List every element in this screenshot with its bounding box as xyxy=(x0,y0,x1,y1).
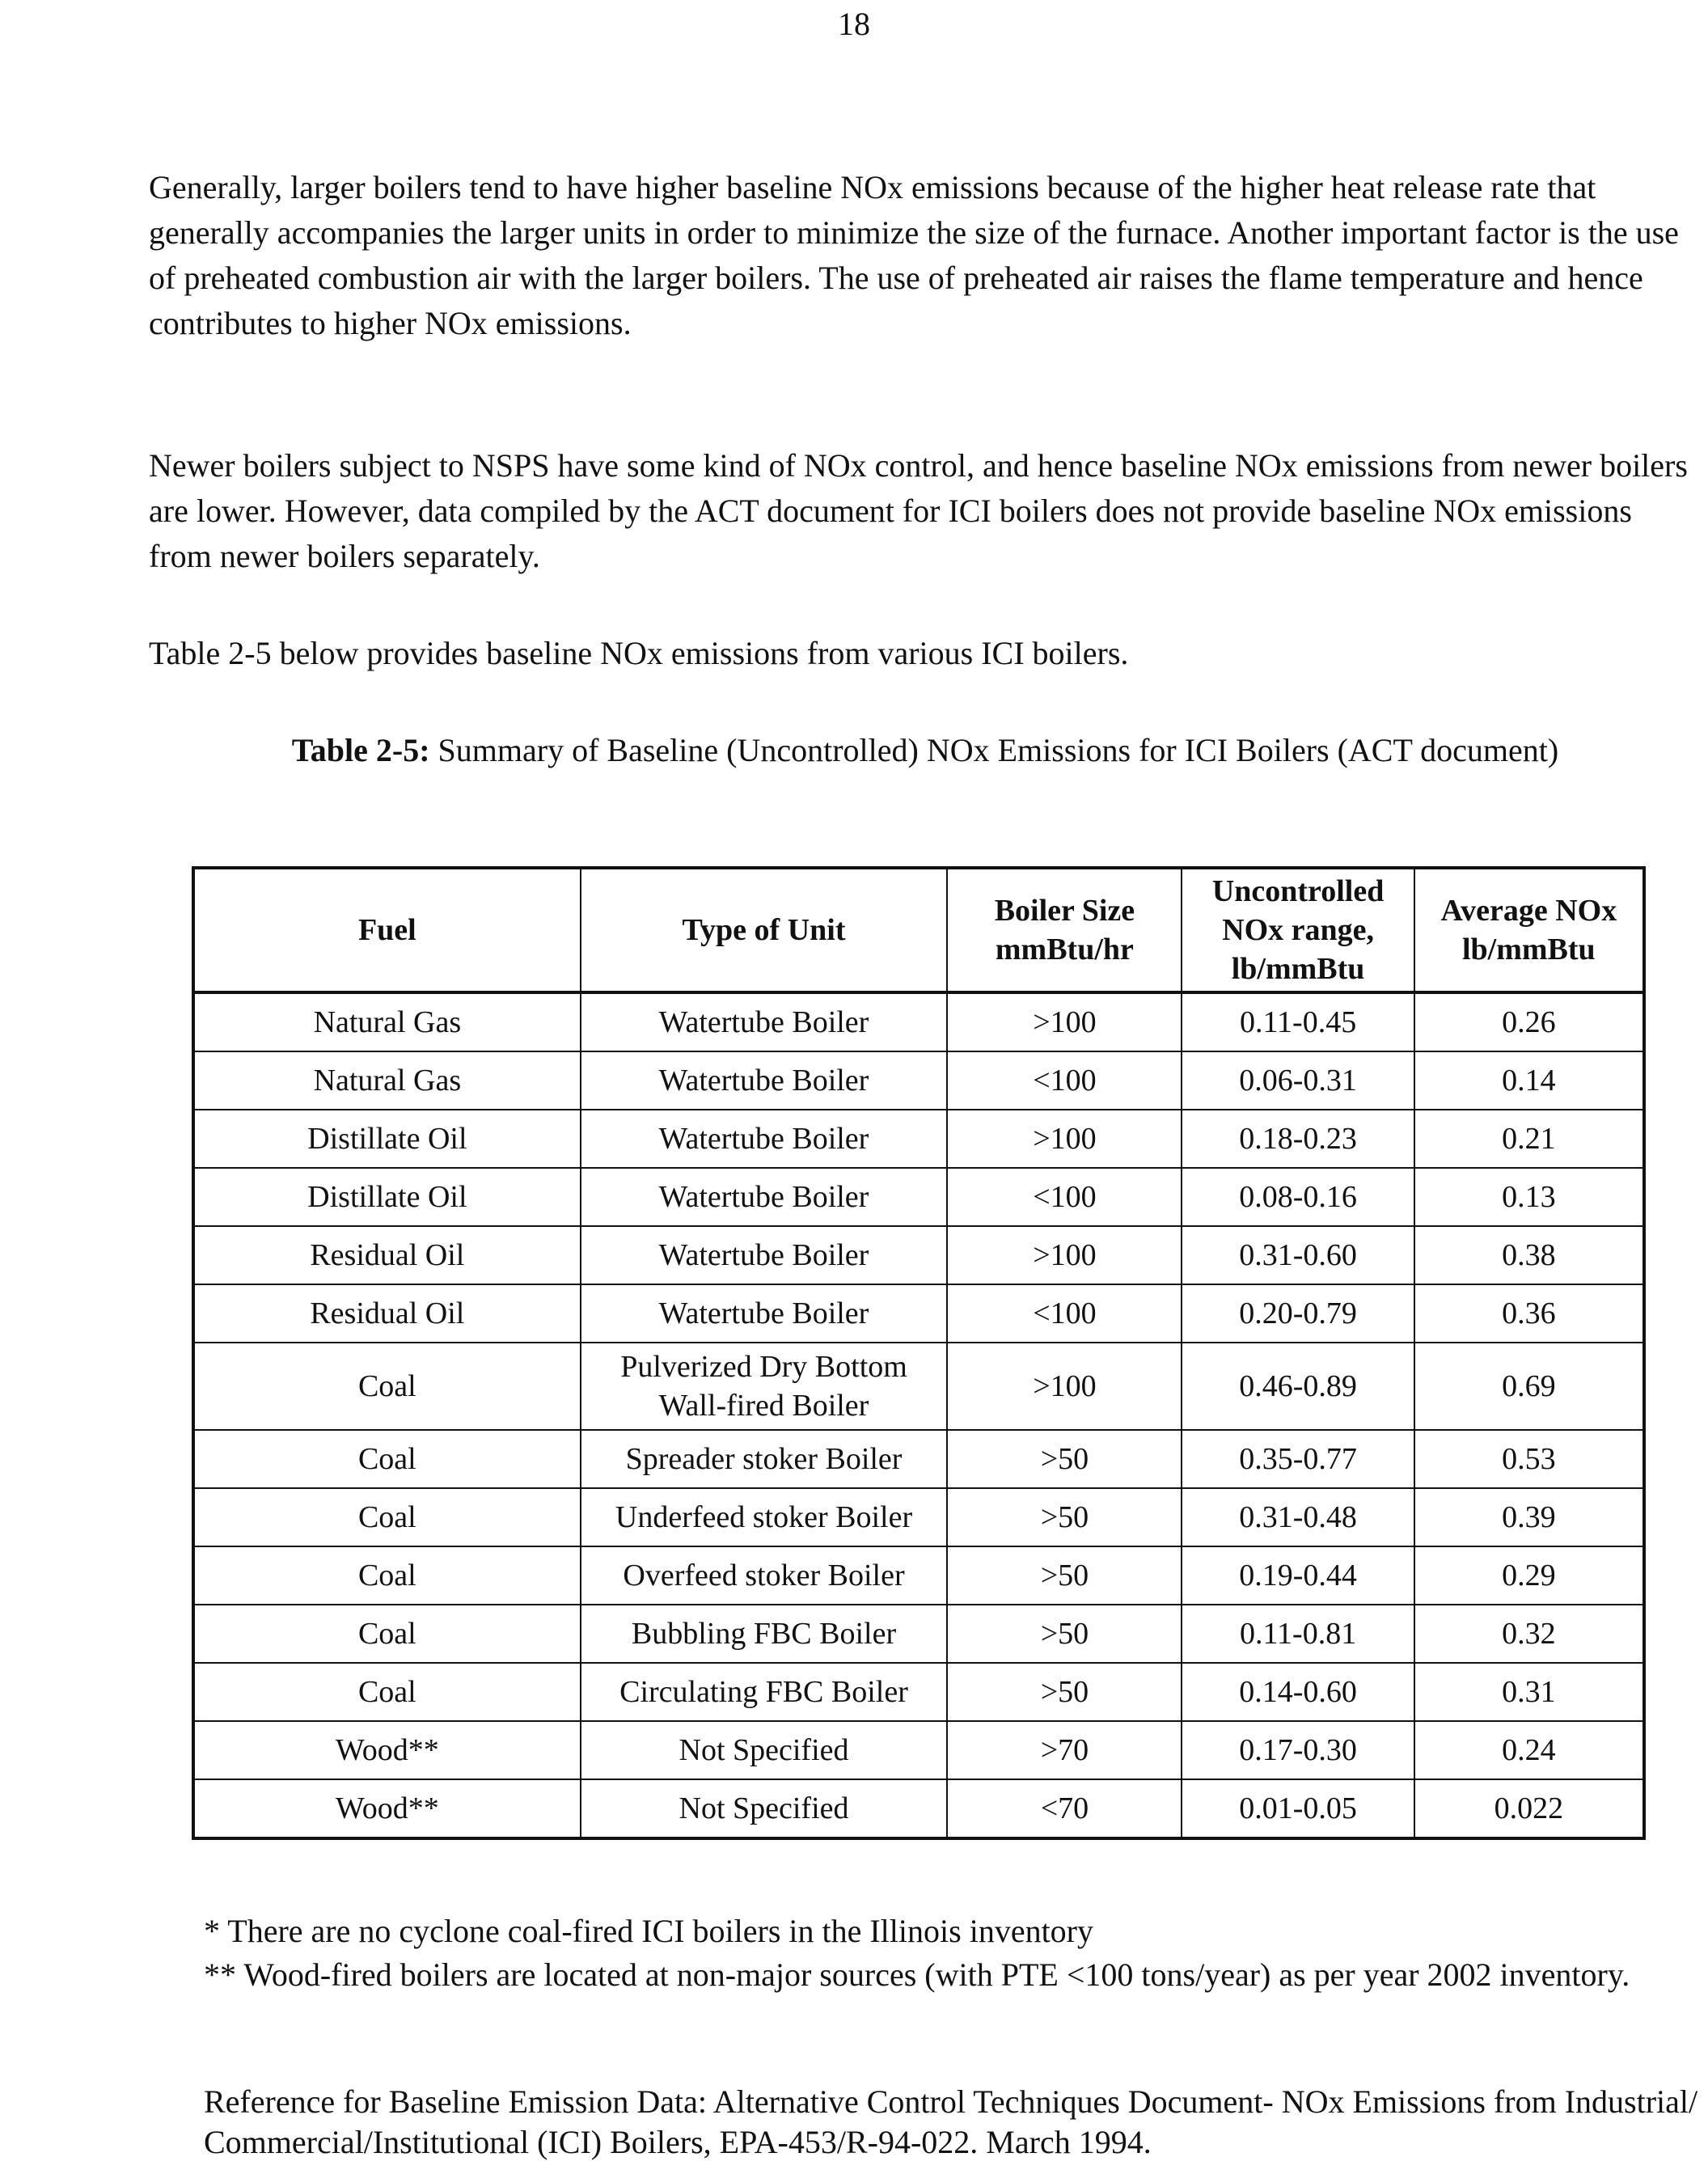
cell-type: Overfeed stoker Boiler xyxy=(581,1546,948,1605)
cell-size: <70 xyxy=(947,1779,1182,1838)
header-fuel: Fuel xyxy=(193,868,581,992)
cell-fuel: Natural Gas xyxy=(193,992,581,1051)
cell-type: Watertube Boiler xyxy=(581,1284,948,1343)
table-caption xyxy=(149,728,1702,773)
table-row xyxy=(193,992,1644,1051)
cell-fuel: Residual Oil xyxy=(193,1284,581,1343)
cell-fuel: Coal xyxy=(193,1343,581,1430)
cell-size: >70 xyxy=(947,1721,1182,1779)
cell-range: 0.20-0.79 xyxy=(1182,1284,1414,1343)
cell-range: 0.11-0.45 xyxy=(1182,992,1414,1051)
cell-range: 0.17-0.30 xyxy=(1182,1721,1414,1779)
table-row xyxy=(193,1546,1644,1605)
cell-average: 0.14 xyxy=(1414,1051,1644,1110)
cell-range: 0.01-0.05 xyxy=(1182,1779,1414,1838)
footnote-cyclone: * There are no cyclone coal-fired ICI boilers in the Illinois inventory xyxy=(204,1913,1093,1949)
cell-fuel: Natural Gas xyxy=(193,1051,581,1110)
cell-type: Bubbling FBC Boiler xyxy=(581,1605,948,1663)
cell-type: Spreader stoker Boiler xyxy=(581,1430,948,1488)
table-row xyxy=(193,1110,1644,1168)
table-caption-text: Summary of Baseline (Uncontrolled) NOx Emissions for ICI Boilers (ACT document) xyxy=(438,732,1559,768)
table-row xyxy=(193,1343,1644,1430)
cell-average: 0.38 xyxy=(1414,1226,1644,1284)
cell-average: 0.32 xyxy=(1414,1605,1644,1663)
cell-range: 0.06-0.31 xyxy=(1182,1051,1414,1110)
cell-size: >50 xyxy=(947,1605,1182,1663)
cell-size: >50 xyxy=(947,1488,1182,1546)
cell-type: Not Specified xyxy=(581,1721,948,1779)
cell-size: <100 xyxy=(947,1051,1182,1110)
cell-average: 0.69 xyxy=(1414,1343,1644,1430)
cell-range: 0.11-0.81 xyxy=(1182,1605,1414,1663)
table-row xyxy=(193,1605,1644,1663)
cell-type: Watertube Boiler xyxy=(581,1110,948,1168)
cell-fuel: Residual Oil xyxy=(193,1226,581,1284)
cell-average: 0.29 xyxy=(1414,1546,1644,1605)
cell-fuel: Wood** xyxy=(193,1779,581,1838)
cell-size: <100 xyxy=(947,1284,1182,1343)
cell-size: >100 xyxy=(947,992,1182,1051)
cell-type: Not Specified xyxy=(581,1779,948,1838)
cell-range: 0.14-0.60 xyxy=(1182,1663,1414,1721)
table-caption-label: Table 2-5: xyxy=(291,732,430,768)
cell-range: 0.31-0.60 xyxy=(1182,1226,1414,1284)
cell-size: <100 xyxy=(947,1168,1182,1226)
cell-average: 0.022 xyxy=(1414,1779,1644,1838)
cell-range: 0.31-0.48 xyxy=(1182,1488,1414,1546)
cell-average: 0.39 xyxy=(1414,1488,1644,1546)
cell-fuel: Coal xyxy=(193,1430,581,1488)
cell-range: 0.18-0.23 xyxy=(1182,1110,1414,1168)
header-boiler-size: Boiler Size mmBtu/hr xyxy=(947,868,1182,992)
cell-fuel: Coal xyxy=(193,1488,581,1546)
cell-fuel: Coal xyxy=(193,1546,581,1605)
page-number: 18 xyxy=(838,6,870,42)
paragraph-newer-boilers: Newer boilers subject to NSPS have some kind of NOx control, and hence baseline NOx emissions from newer boilers are lower. However, data compiled by the ACT document for ICI boilers does not provide baseline NOx emissions from newer boilers separately. xyxy=(149,447,1688,574)
cell-fuel: Distillate Oil xyxy=(193,1110,581,1168)
cell-average: 0.21 xyxy=(1414,1110,1644,1168)
cell-size: >100 xyxy=(947,1110,1182,1168)
cell-size: >50 xyxy=(947,1430,1182,1488)
cell-fuel: Distillate Oil xyxy=(193,1168,581,1226)
header-average-nox: Average NOx lb/mmBtu xyxy=(1414,868,1644,992)
cell-average: 0.31 xyxy=(1414,1663,1644,1721)
cell-average: 0.26 xyxy=(1414,992,1644,1051)
cell-type: Circulating FBC Boiler xyxy=(581,1663,948,1721)
table-row xyxy=(193,1488,1644,1546)
cell-fuel: Coal xyxy=(193,1605,581,1663)
cell-range: 0.19-0.44 xyxy=(1182,1546,1414,1605)
cell-average: 0.53 xyxy=(1414,1430,1644,1488)
footnote-wood: ** Wood-fired boilers are located at non-major sources (with PTE <100 tons/year) as per year 2002 inventory. xyxy=(204,1956,1630,1993)
cell-type: Watertube Boiler xyxy=(581,1226,948,1284)
cell-type: Watertube Boiler xyxy=(581,992,948,1051)
cell-average: 0.13 xyxy=(1414,1168,1644,1226)
cell-average: 0.36 xyxy=(1414,1284,1644,1343)
reference-note: Reference for Baseline Emission Data: Alternative Control Techniques Document- NOx Emissions from Industrial/ Commercial/Institutional (ICI) Boilers, EPA-453/R-94-022. March 1994. xyxy=(204,2083,1698,2160)
table-header-row xyxy=(193,868,1644,992)
paragraph-table-intro: Table 2-5 below provides baseline NOx emissions from various ICI boilers. xyxy=(149,635,1129,671)
table-row xyxy=(193,1168,1644,1226)
table-row xyxy=(193,1051,1644,1110)
emissions-table xyxy=(192,866,1646,1840)
cell-type: Underfeed stoker Boiler xyxy=(581,1488,948,1546)
cell-size: >50 xyxy=(947,1663,1182,1721)
table-row xyxy=(193,1721,1644,1779)
table-row xyxy=(193,1226,1644,1284)
cell-type: Pulverized Dry Bottom Wall-fired Boiler xyxy=(581,1343,948,1430)
cell-range: 0.46-0.89 xyxy=(1182,1343,1414,1430)
cell-range: 0.08-0.16 xyxy=(1182,1168,1414,1226)
table-row xyxy=(193,1779,1644,1838)
paragraph-boiler-size: Generally, larger boilers tend to have higher baseline NOx emissions because of the higher heat release rate that generally accompanies the larger units in order to minimize the size of the furnace. Another important factor is the use of preheated combustion air with the larger boilers. The use of preheated air raises the flame temperature and hence contributes to higher NOx emissions. xyxy=(149,169,1679,341)
cell-size: >100 xyxy=(947,1343,1182,1430)
cell-range: 0.35-0.77 xyxy=(1182,1430,1414,1488)
cell-fuel: Coal xyxy=(193,1663,581,1721)
cell-average: 0.24 xyxy=(1414,1721,1644,1779)
cell-fuel: Wood** xyxy=(193,1721,581,1779)
table-row xyxy=(193,1663,1644,1721)
cell-type: Watertube Boiler xyxy=(581,1051,948,1110)
cell-size: >50 xyxy=(947,1546,1182,1605)
header-nox-range: Uncontrolled NOx range, lb/mmBtu xyxy=(1182,868,1414,992)
cell-type: Watertube Boiler xyxy=(581,1168,948,1226)
cell-size: >100 xyxy=(947,1226,1182,1284)
table-row xyxy=(193,1284,1644,1343)
header-type-of-unit: Type of Unit xyxy=(581,868,948,992)
table-row xyxy=(193,1430,1644,1488)
